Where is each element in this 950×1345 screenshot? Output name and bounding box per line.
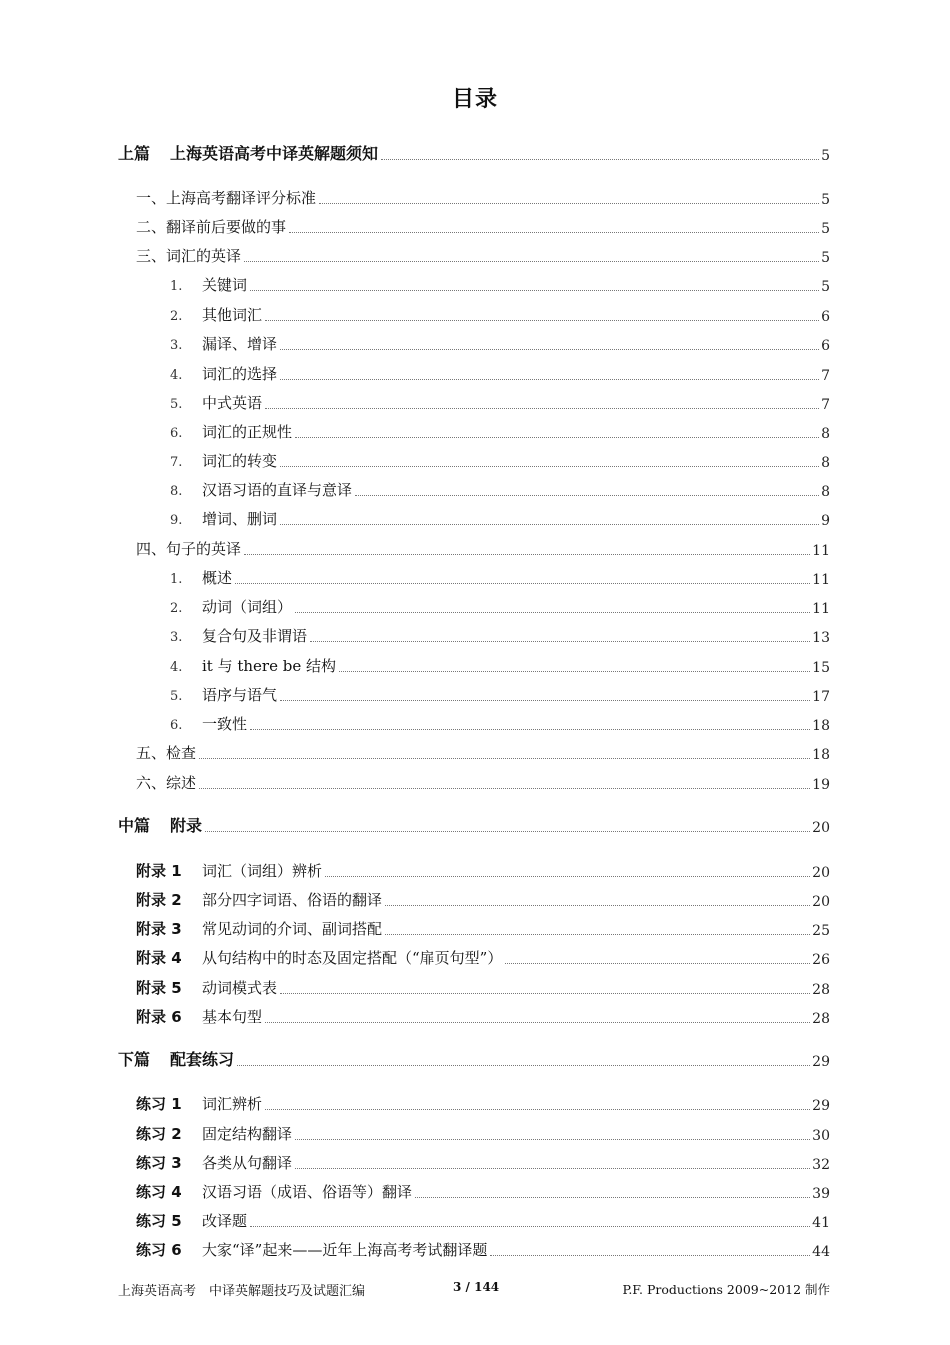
page-number: 11: [812, 572, 830, 588]
dot-leader: [280, 378, 819, 380]
section-label: 五、检查: [136, 744, 197, 762]
part-prefix: 上篇: [118, 144, 151, 163]
dot-leader: [250, 1225, 810, 1227]
item-label: 一致性: [202, 715, 248, 733]
dot-leader: [310, 640, 810, 642]
page-number: 7: [821, 397, 830, 413]
dot-leader: [339, 670, 810, 672]
item-label: 动词（词组）: [202, 598, 293, 616]
page-number: 29: [812, 1054, 830, 1070]
dot-leader: [295, 611, 810, 613]
page-number: 8: [821, 484, 830, 500]
dot-leader: [199, 757, 810, 759]
page-number: 18: [812, 747, 830, 763]
toc-section-3[interactable]: [136, 246, 830, 266]
toc-item-sentence-4[interactable]: [170, 656, 830, 676]
dot-leader: [381, 158, 819, 160]
exercise-tag: 练习 6: [136, 1241, 182, 1259]
page-number: 25: [812, 923, 830, 939]
page-number: 7: [821, 368, 830, 384]
page-number: 6: [821, 309, 830, 325]
toc-item-vocab-8[interactable]: [170, 480, 830, 500]
appendix-label: 基本句型: [202, 1008, 263, 1026]
toc-exercise-5[interactable]: [136, 1211, 830, 1231]
dot-leader: [244, 553, 810, 555]
exercise-label: 汉语习语（成语、俗语等）翻译: [202, 1183, 413, 1201]
item-number: 3.: [170, 338, 183, 353]
page-number: 8: [821, 455, 830, 471]
toc-exercise-6[interactable]: [136, 1240, 830, 1260]
page-number: 28: [812, 1011, 830, 1027]
toc-item-sentence-6[interactable]: [170, 714, 830, 734]
toc-part-3[interactable]: [118, 1050, 830, 1070]
dot-leader: [250, 728, 810, 730]
page-number: 20: [812, 894, 830, 910]
page-number: 30: [812, 1128, 830, 1144]
part-title: 附录: [170, 816, 203, 835]
appendix-label: 动词模式表: [202, 979, 278, 997]
exercise-tag: 练习 3: [136, 1154, 182, 1172]
dot-leader: [385, 933, 810, 935]
page-number: 5: [821, 148, 830, 164]
dot-leader: [280, 523, 819, 525]
toc-section-2[interactable]: [136, 217, 830, 237]
toc-item-vocab-5[interactable]: [170, 393, 830, 413]
page-number: 29: [812, 1098, 830, 1114]
page-number: 28: [812, 982, 830, 998]
page-number: 17: [812, 689, 830, 705]
exercise-tag: 练习 1: [136, 1095, 182, 1113]
toc-exercise-1[interactable]: [136, 1094, 830, 1114]
item-number: 2.: [170, 601, 183, 616]
toc-exercise-4[interactable]: [136, 1182, 830, 1202]
dot-leader: [505, 962, 810, 964]
item-number: 5.: [170, 689, 183, 704]
part-prefix: 下篇: [118, 1050, 151, 1069]
exercise-label: 词汇辨析: [202, 1095, 263, 1113]
page-number: 6: [821, 338, 830, 354]
dot-leader: [490, 1254, 810, 1256]
dot-leader: [289, 231, 819, 233]
page-number: 18: [812, 718, 830, 734]
page-number: 5: [821, 250, 830, 266]
toc-item-sentence-3[interactable]: [170, 626, 830, 646]
item-label: 词汇的选择: [202, 365, 278, 383]
footer-page-counter: 3 / 144: [453, 1280, 500, 1294]
toc-appendix-2[interactable]: [136, 890, 830, 910]
item-number: 6.: [170, 718, 183, 733]
exercise-label: 大家“译”起来——近年上海高考考试翻译题: [202, 1241, 488, 1259]
dot-leader: [385, 904, 810, 906]
toc-item-vocab-6[interactable]: [170, 422, 830, 442]
dot-leader: [235, 582, 810, 584]
item-label: 漏译、增译: [202, 335, 278, 353]
item-label: 复合句及非谓语: [202, 627, 308, 645]
exercise-label: 各类从句翻译: [202, 1154, 293, 1172]
footer-book-title: 上海英语高考 中译英解题技巧及试题汇编: [118, 1284, 366, 1299]
dot-leader: [265, 319, 819, 321]
item-label: 关键词: [202, 276, 248, 294]
dot-leader: [355, 494, 819, 496]
section-label: 四、句子的英译: [136, 540, 242, 558]
toc-item-sentence-5[interactable]: [170, 685, 830, 705]
page-title: 目录: [451, 87, 498, 112]
page-number: 44: [812, 1244, 830, 1260]
dot-leader: [265, 407, 819, 409]
item-number: 4.: [170, 660, 183, 675]
page-number: 15: [812, 660, 830, 676]
page-number: 39: [812, 1186, 830, 1202]
appendix-tag: 附录 2: [136, 891, 182, 909]
appendix-label: 常见动词的介词、副词搭配: [202, 920, 383, 938]
appendix-tag: 附录 3: [136, 920, 182, 938]
toc-appendix-1[interactable]: [136, 861, 830, 881]
toc-section-4[interactable]: [136, 539, 830, 559]
toc-section-1[interactable]: [136, 188, 830, 208]
dot-leader: [295, 1167, 810, 1169]
appendix-tag: 附录 1: [136, 862, 182, 880]
page-number: 5: [821, 221, 830, 237]
dot-leader: [295, 436, 819, 438]
item-label: 词汇的转变: [202, 452, 278, 470]
exercise-tag: 练习 2: [136, 1125, 182, 1143]
page-number: 5: [821, 279, 830, 295]
item-label: 增词、删词: [202, 510, 278, 528]
dot-leader: [280, 699, 810, 701]
footer-credit: P.F. Productions 2009~2012 制作: [622, 1282, 830, 1297]
toc-section-6[interactable]: [136, 773, 830, 793]
page-number: 11: [812, 601, 830, 617]
toc-part-1[interactable]: [118, 144, 830, 164]
item-label: 词汇的正规性: [202, 423, 293, 441]
dot-leader: [295, 1138, 810, 1140]
dot-leader: [199, 787, 810, 789]
item-number: 4.: [170, 368, 183, 383]
page-number: 9: [821, 513, 830, 529]
appendix-tag: 附录 6: [136, 1008, 182, 1026]
section-label: 一、上海高考翻译评分标准: [136, 189, 317, 207]
exercise-tag: 练习 4: [136, 1183, 182, 1201]
appendix-label: 从句结构中的时态及固定搭配（“扉页句型”）: [202, 949, 503, 967]
part-title: 上海英语高考中译英解题须知: [170, 144, 379, 163]
page-number: 8: [821, 426, 830, 442]
item-number: 8.: [170, 484, 183, 499]
page-number: 32: [812, 1157, 830, 1173]
item-label: 概述: [202, 569, 233, 587]
item-label: 中式英语: [202, 394, 263, 412]
dot-leader: [280, 992, 810, 994]
dot-leader: [280, 348, 819, 350]
item-label: it 与 there be 结构: [202, 657, 336, 675]
page-number: 26: [812, 952, 830, 968]
part-prefix: 中篇: [118, 816, 151, 835]
section-label: 三、词汇的英译: [136, 247, 242, 265]
page-number: 19: [812, 777, 830, 793]
dot-leader: [319, 202, 819, 204]
page-number: 20: [812, 820, 830, 836]
toc-item-sentence-1[interactable]: [170, 568, 830, 588]
section-label: 二、翻译前后要做的事: [136, 218, 287, 236]
appendix-label: 部分四字词语、俗语的翻译: [202, 891, 383, 909]
toc-exercise-2[interactable]: [136, 1124, 830, 1144]
dot-leader: [250, 289, 819, 291]
toc-item-vocab-7[interactable]: [170, 451, 830, 471]
toc-appendix-4[interactable]: [136, 948, 830, 968]
toc-appendix-5[interactable]: [136, 978, 830, 998]
item-number: 6.: [170, 426, 183, 441]
item-label: 汉语习语的直译与意译: [202, 481, 353, 499]
toc-part-2[interactable]: [118, 816, 830, 836]
dot-leader: [265, 1108, 810, 1110]
toc-item-vocab-2[interactable]: [170, 305, 830, 325]
dot-leader: [205, 830, 810, 832]
item-number: 7.: [170, 455, 183, 470]
toc-appendix-6[interactable]: [136, 1007, 830, 1027]
page-number: 41: [812, 1215, 830, 1231]
toc-item-vocab-3[interactable]: [170, 334, 830, 354]
exercise-label: 改译题: [202, 1212, 248, 1230]
section-label: 六、综述: [136, 774, 197, 792]
dot-leader: [244, 260, 819, 262]
item-number: 1.: [170, 572, 183, 587]
item-label: 语序与语气: [202, 686, 278, 704]
toc-appendix-3[interactable]: [136, 919, 830, 939]
toc-exercise-3[interactable]: [136, 1153, 830, 1173]
dot-leader: [325, 875, 810, 877]
page-footer: [118, 1280, 830, 1298]
part-title: 配套练习: [170, 1050, 235, 1069]
dot-leader: [237, 1064, 810, 1066]
item-number: 3.: [170, 630, 183, 645]
item-number: 5.: [170, 397, 183, 412]
exercise-label: 固定结构翻译: [202, 1125, 293, 1143]
toc-item-vocab-1[interactable]: [170, 275, 830, 295]
page-number: 5: [821, 192, 830, 208]
page-number: 20: [812, 865, 830, 881]
toc-item-vocab-9[interactable]: [170, 509, 830, 529]
item-number: 9.: [170, 513, 183, 528]
toc-section-5[interactable]: [136, 743, 830, 763]
dot-leader: [265, 1021, 810, 1023]
dot-leader: [415, 1196, 810, 1198]
toc-item-vocab-4[interactable]: [170, 364, 830, 384]
item-number: 2.: [170, 309, 183, 324]
appendix-tag: 附录 5: [136, 979, 182, 997]
page-number: 11: [812, 543, 830, 559]
dot-leader: [280, 465, 819, 467]
item-number: 1.: [170, 279, 183, 294]
appendix-tag: 附录 4: [136, 949, 182, 967]
toc-item-sentence-2[interactable]: [170, 597, 830, 617]
item-label: 其他词汇: [202, 306, 263, 324]
page-number: 13: [812, 630, 830, 646]
exercise-tag: 练习 5: [136, 1212, 182, 1230]
appendix-label: 词汇（词组）辨析: [202, 862, 323, 880]
